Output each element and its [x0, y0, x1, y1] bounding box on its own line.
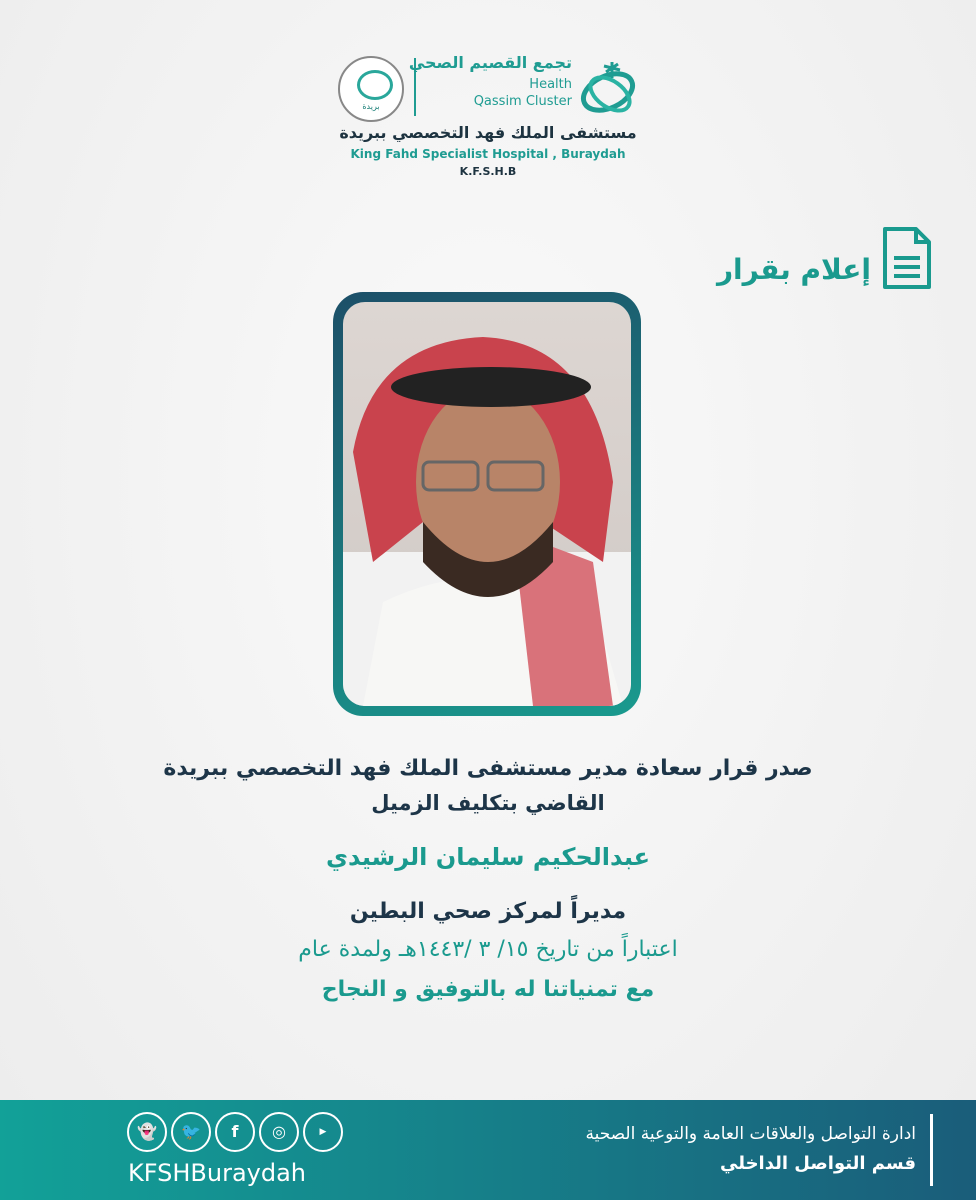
employee-position: مديراً لمركز صحي البطين: [349, 899, 627, 924]
cluster-name-en: [424, 76, 572, 110]
instagram-icon[interactable]: ◎: [259, 1112, 299, 1152]
footer: [0, 1100, 976, 1200]
employee-photo: [343, 302, 631, 706]
hospital-logo: [298, 52, 678, 188]
document-icon: [882, 226, 932, 290]
cluster-logo-icon: [578, 58, 640, 116]
social-icons: [127, 1112, 343, 1152]
photo-frame: [333, 292, 641, 716]
section-name: قسم التواصل الداخلي: [720, 1153, 916, 1174]
cluster-en-1: Health: [529, 77, 572, 92]
cluster-name-ar: تجمع القصيم الصحي: [408, 53, 572, 72]
employee-name: عبدالحكيم سليمان الرشيدي: [325, 843, 651, 871]
youtube-icon[interactable]: ▶: [303, 1112, 343, 1152]
department-name: ادارة التواصل والعلاقات العامة والتوعية الصحية: [585, 1124, 916, 1144]
twitter-icon[interactable]: 🐦: [171, 1112, 211, 1152]
effective-date: اعتباراً من تاريخ ١٥/ ٣ /١٤٤٣هـ ولمدة عام: [298, 937, 678, 962]
hospital-seal: [338, 56, 404, 122]
cluster-en-2: Qassim Cluster: [473, 94, 572, 109]
announcement-title: إعلام بقرار: [716, 253, 871, 286]
facebook-icon[interactable]: f: [215, 1112, 255, 1152]
seal-text: بريدة: [362, 102, 380, 111]
decision-line-1: صدر قرار سعادة مدير مستشفى الملك فهد التخصصي ببريدة: [163, 756, 813, 781]
social-handle[interactable]: KFSHBuraydah: [128, 1159, 307, 1187]
hospital-name-en: King Fahd Specialist Hospital , Buraydah: [350, 147, 626, 161]
snapchat-icon[interactable]: 👻: [127, 1112, 167, 1152]
hospital-name-ar: مستشفى الملك فهد التخصصي ببريدة: [339, 123, 637, 142]
hospital-abbr: K.F.S.H.B: [459, 165, 517, 178]
wishes-line: مع تمنياتنا له بالتوفيق و النجاح: [321, 977, 655, 1002]
portrait-illustration: [343, 302, 631, 706]
decision-line-2: القاضي بتكليف الزميل: [371, 791, 605, 815]
footer-divider: [930, 1114, 933, 1186]
